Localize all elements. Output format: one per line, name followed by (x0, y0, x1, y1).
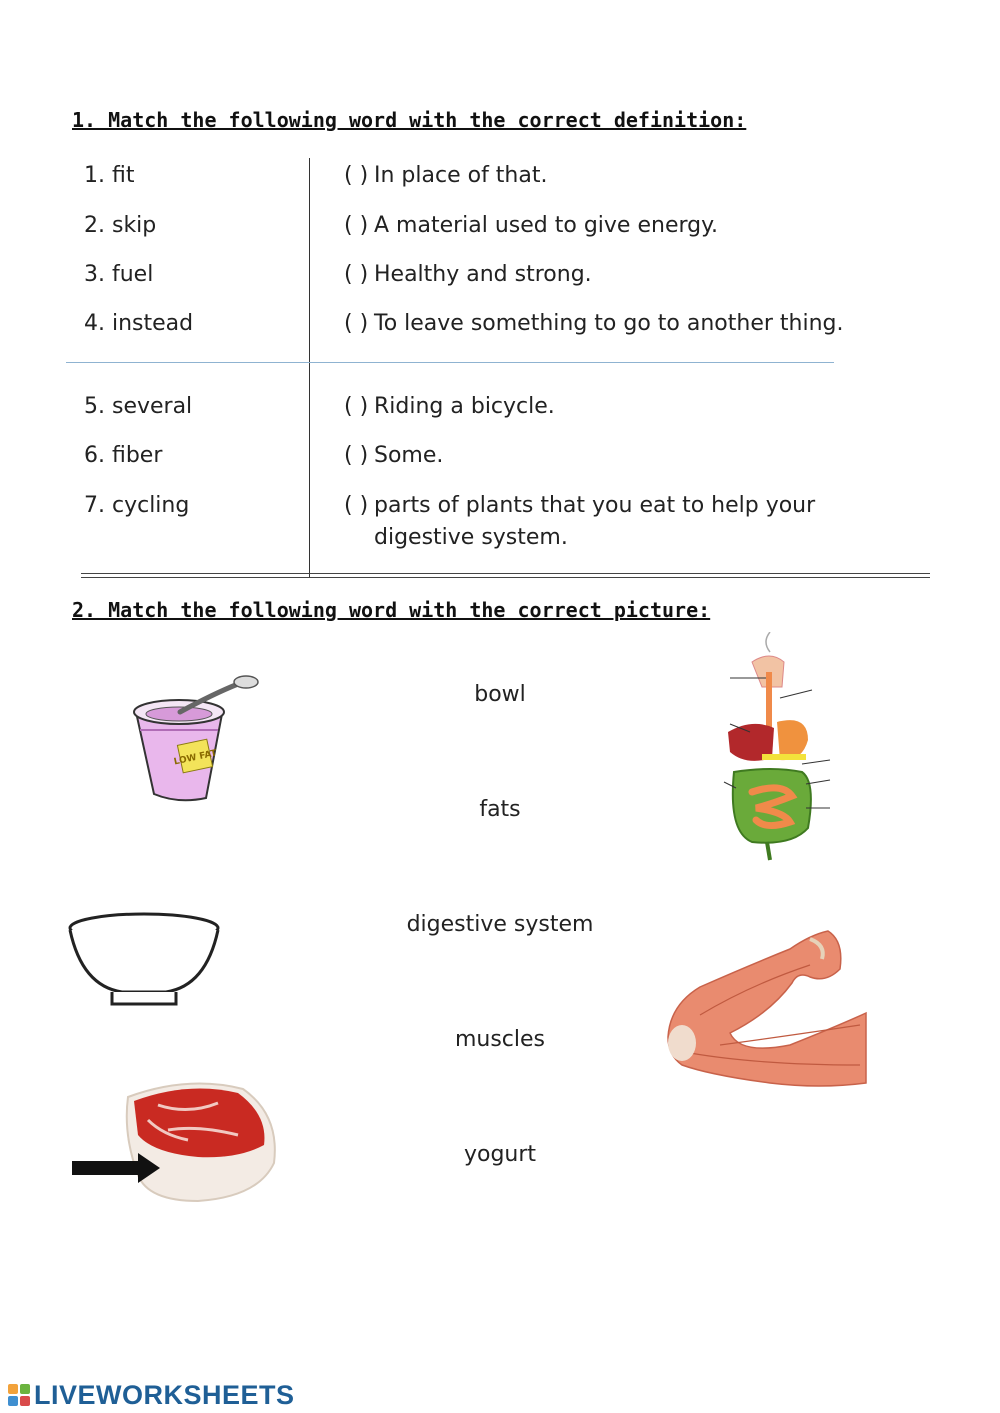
definition-3 (344, 259, 592, 291)
answer-blank[interactable]: ( ) (344, 493, 369, 518)
word-skip: 2. skip (84, 213, 157, 238)
word-instead: 4. instead (84, 311, 194, 336)
definition-text: To leave something to go to another thing. (374, 311, 844, 336)
definition-text: Some. (374, 443, 444, 468)
definition-text: parts of plants that you eat to help your (374, 493, 816, 518)
answer-blank[interactable]: ( ) (344, 213, 369, 238)
answer-blank[interactable]: ( ) (344, 394, 369, 419)
definition-text-continued: digestive system. (374, 525, 568, 550)
definition-1 (344, 160, 547, 192)
word-several: 5. several (84, 394, 193, 419)
logo-text: LIVEWORKSHEETS (34, 1379, 295, 1410)
word-fuel: 3. fuel (84, 262, 154, 287)
definition-text: In place of that. (374, 163, 548, 188)
answer-blank[interactable]: ( ) (344, 311, 369, 336)
group-separator (66, 362, 834, 363)
section2-heading: 2. Match the following word with the correct picture: (72, 598, 711, 622)
definition-text: Healthy and strong. (374, 262, 592, 287)
word-fats[interactable]: fats (479, 797, 521, 822)
word-bowl[interactable]: bowl (474, 682, 526, 707)
definition-text: Riding a bicycle. (374, 394, 555, 419)
table-bottom-rule (81, 573, 930, 574)
low-fat-label: LOW FAT (173, 748, 218, 768)
definition-4 (344, 308, 844, 340)
table-bottom-rule-2 (81, 577, 930, 578)
liveworksheets-logo[interactable] (8, 1380, 295, 1410)
meat-fat-picture[interactable] (68, 1075, 283, 1205)
yogurt-picture[interactable] (118, 672, 268, 807)
definition-7 (344, 490, 815, 554)
word-digestive-system[interactable]: digestive system (406, 912, 594, 937)
word-fiber: 6. fiber (84, 443, 163, 468)
word-cycling: 7. cycling (84, 493, 190, 518)
definition-6 (344, 440, 443, 472)
word-muscles[interactable]: muscles (454, 1027, 546, 1052)
word-yogurt[interactable]: yogurt (463, 1142, 537, 1167)
answer-blank[interactable]: ( ) (344, 262, 369, 287)
bowl-picture[interactable] (64, 908, 224, 1008)
definition-5 (344, 391, 555, 423)
answer-blank[interactable]: ( ) (344, 443, 369, 468)
column-divider (309, 158, 310, 578)
section1-heading: 1. Match the following word with the correct definition: (72, 108, 747, 132)
definition-2 (344, 210, 718, 242)
word-fit: 1. fit (84, 163, 135, 188)
definition-text: A material used to give energy. (374, 213, 718, 238)
logo-grid-icon (8, 1384, 30, 1406)
digestive-system-picture[interactable] (722, 632, 837, 872)
answer-blank[interactable]: ( ) (344, 163, 369, 188)
muscles-picture[interactable] (660, 925, 868, 1090)
